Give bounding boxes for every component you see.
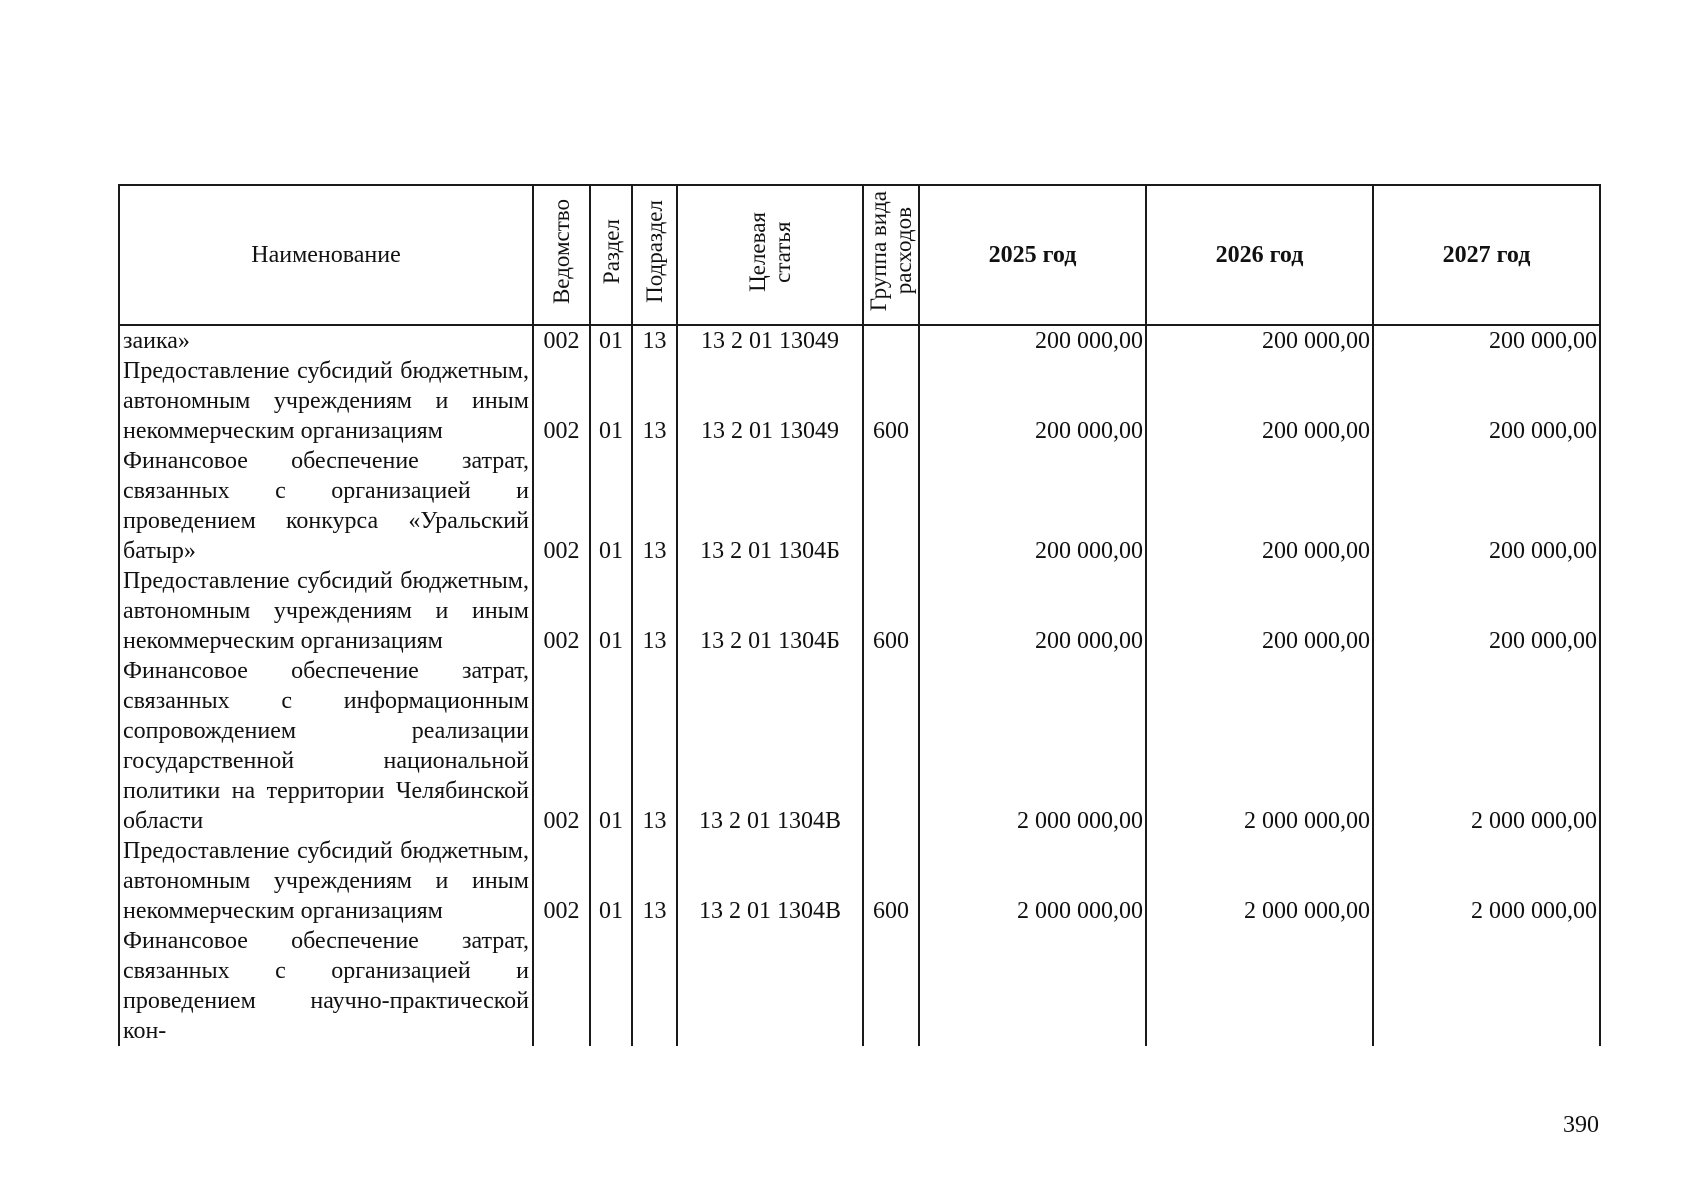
table-row <box>119 356 1600 446</box>
row-2026: 2 000 000,00 <box>1146 656 1373 836</box>
row-2026: 200 000,00 <box>1146 356 1373 446</box>
row-celevaya-statya <box>677 926 863 1046</box>
header-celevaya-line1: Целевая <box>745 211 770 292</box>
header-celevaya-label <box>745 212 795 292</box>
row-razdel: 01 <box>590 566 632 656</box>
header-gruppa-label <box>866 191 916 311</box>
row-2027: 200 000,00 <box>1373 356 1600 446</box>
header-vedomstvo <box>533 185 590 325</box>
row-vedomstvo: 002 <box>533 446 590 566</box>
row-celevaya-statya: 13 2 01 13049 <box>677 325 863 356</box>
row-celevaya-statya: 13 2 01 13049 <box>677 356 863 446</box>
row-gruppa <box>863 656 919 836</box>
row-razdel: 01 <box>590 356 632 446</box>
row-2025: 2 000 000,00 <box>919 836 1146 926</box>
row-2025: 200 000,00 <box>919 356 1146 446</box>
row-2026 <box>1146 926 1373 1046</box>
table-row <box>119 446 1600 566</box>
table-header-row <box>119 185 1600 325</box>
budget-table <box>118 184 1601 1046</box>
row-podrazdel: 13 <box>632 446 677 566</box>
row-name: Финансовое обеспечение затрат, связанных с организацией и проведением научно-практической кон- <box>119 926 533 1046</box>
header-gruppa-line1: Группа вида <box>866 191 891 312</box>
header-razdel <box>590 185 632 325</box>
row-gruppa <box>863 926 919 1046</box>
row-vedomstvo: 002 <box>533 836 590 926</box>
row-podrazdel: 13 <box>632 566 677 656</box>
row-gruppa: 600 <box>863 836 919 926</box>
row-name: Финансовое обеспечение затрат, связанных с информационным сопровождением реализации государственной национальной политики на территории Челябинской области <box>119 656 533 836</box>
row-razdel: 01 <box>590 446 632 566</box>
row-celevaya-statya: 13 2 01 1304Б <box>677 566 863 656</box>
row-vedomstvo: 002 <box>533 566 590 656</box>
row-gruppa <box>863 446 919 566</box>
header-name: Наименование <box>119 185 533 325</box>
header-vedomstvo-label: Ведомство <box>549 198 574 305</box>
row-2027 <box>1373 926 1600 1046</box>
row-gruppa: 600 <box>863 356 919 446</box>
row-2027: 200 000,00 <box>1373 325 1600 356</box>
row-2026: 200 000,00 <box>1146 325 1373 356</box>
row-2027: 2 000 000,00 <box>1373 656 1600 836</box>
header-podrazdel <box>632 185 677 325</box>
row-2025 <box>919 926 1146 1046</box>
row-vedomstvo: 002 <box>533 325 590 356</box>
table-row <box>119 325 1600 356</box>
row-podrazdel: 13 <box>632 656 677 836</box>
header-2026: 2026 год <box>1146 185 1373 325</box>
header-razdel-label: Раздел <box>598 218 624 285</box>
header-2025: 2025 год <box>919 185 1146 325</box>
row-2025: 2 000 000,00 <box>919 656 1146 836</box>
row-vedomstvo: 002 <box>533 656 590 836</box>
row-2026: 200 000,00 <box>1146 446 1373 566</box>
row-name: Финансовое обеспечение затрат, связанных с организацией и проведением конкурса «Уральский батыр» <box>119 446 533 566</box>
row-celevaya-statya: 13 2 01 1304В <box>677 836 863 926</box>
table-row <box>119 656 1600 836</box>
row-razdel: 01 <box>590 836 632 926</box>
row-2025: 200 000,00 <box>919 325 1146 356</box>
row-podrazdel: 13 <box>632 836 677 926</box>
row-celevaya-statya: 13 2 01 1304В <box>677 656 863 836</box>
row-2025: 200 000,00 <box>919 446 1146 566</box>
row-podrazdel: 13 <box>632 325 677 356</box>
row-2026: 2 000 000,00 <box>1146 836 1373 926</box>
table-row <box>119 836 1600 926</box>
row-2027: 200 000,00 <box>1373 566 1600 656</box>
page-number: 390 <box>1563 1112 1599 1138</box>
row-name: Предоставление субсидий бюджетным, автономным учреждениям и иным некоммерческим организациям <box>119 356 533 446</box>
row-gruppa: 600 <box>863 566 919 656</box>
row-razdel: 01 <box>590 325 632 356</box>
header-podrazdel-label: Подраздел <box>642 200 667 303</box>
header-celevaya-statya <box>677 185 863 325</box>
row-celevaya-statya: 13 2 01 1304Б <box>677 446 863 566</box>
row-podrazdel: 13 <box>632 356 677 446</box>
row-name: заика» <box>119 325 533 356</box>
row-2025: 200 000,00 <box>919 566 1146 656</box>
row-2027: 200 000,00 <box>1373 446 1600 566</box>
row-name: Предоставление субсидий бюджетным, автономным учреждениям и иным некоммерческим организациям <box>119 836 533 926</box>
header-celevaya-line2: статья <box>770 220 795 283</box>
header-2027: 2027 год <box>1373 185 1600 325</box>
row-vedomstvo <box>533 926 590 1046</box>
row-razdel: 01 <box>590 656 632 836</box>
row-2026: 200 000,00 <box>1146 566 1373 656</box>
row-name: Предоставление субсидий бюджетным, автономным учреждениям и иным некоммерческим организациям <box>119 566 533 656</box>
table-row <box>119 566 1600 656</box>
row-vedomstvo: 002 <box>533 356 590 446</box>
header-gruppa-vida-rashodov <box>863 185 919 325</box>
row-2027: 2 000 000,00 <box>1373 836 1600 926</box>
row-razdel <box>590 926 632 1046</box>
row-podrazdel <box>632 926 677 1046</box>
row-gruppa <box>863 325 919 356</box>
header-gruppa-line2: расходов <box>891 207 916 296</box>
table-row <box>119 926 1600 1046</box>
